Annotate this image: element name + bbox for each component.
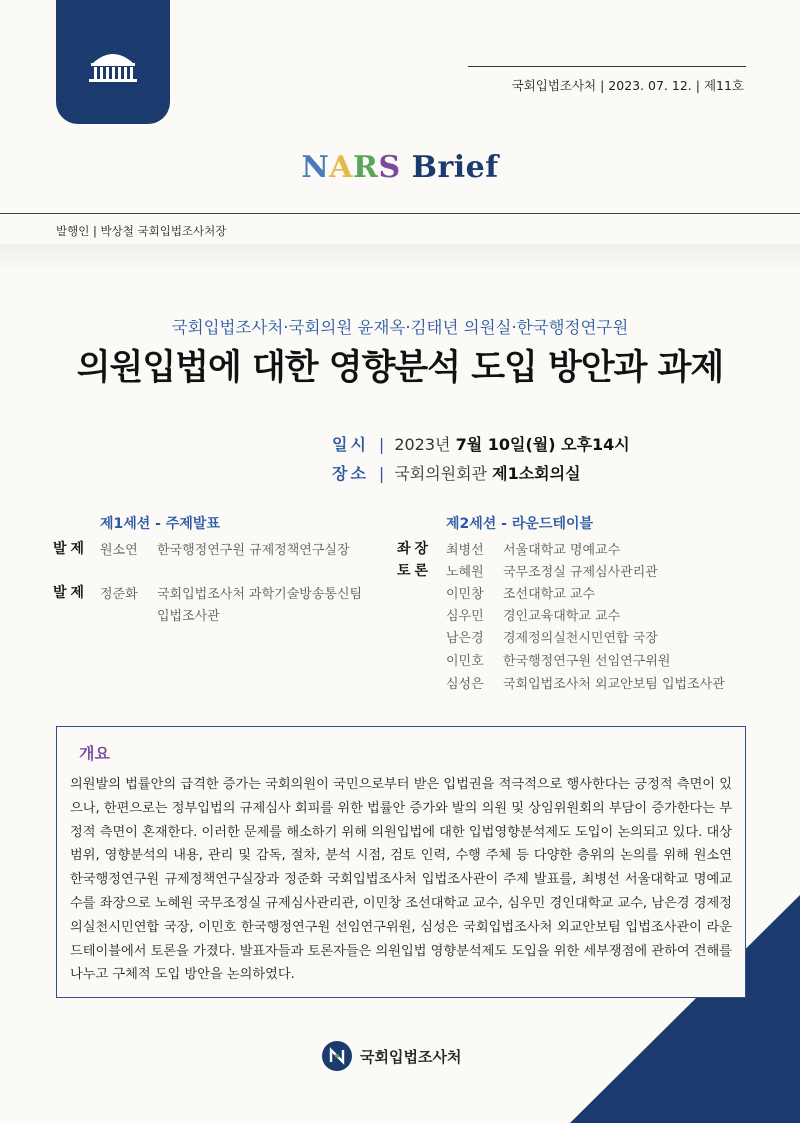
page-title: 의원입법에 대한 영향분석 도입 방안과 과제 [76,348,724,388]
event-place: 장소 | 국회의원회관 제1소회의실 [332,464,581,483]
panel-row: 이민창 조선대학교 교수 [446,587,596,602]
issue-info: 국회입법조사처 | 2023. 07. 12. | 제11호 [511,78,744,93]
publisher: 발행인 | 박상철 국회입법조사처장 [56,224,227,238]
presenter-role: 발제 [53,585,89,601]
presenter-row: 원소연 한국행정연구원 규제정책연구실장 [100,543,350,558]
session2-heading: 제2세션 - 라운드테이블 [446,516,594,532]
event-hosts: 국회입법조사처·국회의원 윤재옥·김태년 의원실·한국행정연구원 [171,318,629,337]
national-assembly-icon [83,47,143,87]
panel-row: 남은경 경제정의실천시민연합 국장 [446,631,658,646]
assembly-logo-tab [56,0,170,124]
nars-brief-logo: NARS Brief [301,150,499,185]
publisher-band [0,244,800,270]
chair-role: 좌장 [397,541,433,557]
panel-row: 심성은 국회입법조사처 외교안보팀 입법조사관 [446,677,725,692]
event-date: 일시 | 2023년 7월 10일(월) 오후14시 [332,435,630,454]
presenter-role: 발제 [53,541,89,557]
presenter-row: 정준화 국회입법조사처 과학기술방송통신팀 [100,587,363,602]
panel-row: 심우민 경인교육대학교 교수 [446,609,621,624]
panel-row: 이민호 한국행정연구원 선임연구위원 [446,654,671,669]
panel-row: 최병선 서울대학교 명예교수 [446,543,621,558]
summary-box [56,726,746,998]
header-rule [468,66,746,67]
footer-org [322,1041,461,1071]
session1-heading: 제1세션 - 주제발표 [100,516,220,532]
nars-emblem-icon [322,1041,352,1071]
presenter-affil-cont: 입법조사관 [157,609,220,624]
divider [0,213,800,214]
summary-heading: 개요 [79,744,110,763]
summary-body: 의원발의 법률안의 급격한 증가는 국회의원이 국민으로부터 받은 입법권을 적극적으로 행사한다는 긍정적 측면이 있으나, 한편으로는 정부입법의 규제심사 회피를 위한 법률안 증가와 발의 의원 및 상임위원회의 부담이 증가한다는 부정적 측면이 혼재한다. 이러한 문제를 해소하기 위해 의원입법에 대한 입법영향분석제도 도입이 논의되고 있다. 대상범위, 영향분석의 내용, 관리 및 감독, 절차, 분석 시점, 검토 인력, 수행 주체 등 다양한 층위의 논의를 위해 원소연 한국행정연구원 규제정책연구실장과 정준화 국회입법조사처 입법조사관이 주제 발표를, 최병선 서울대학교 명예교수를 좌장으로 노혜원 국무조정실 규제심사관리관, 이민창 조선대학교 교수, 심우민 경인대학교 교수, 남은경 경제정의실천시민연합 국장, 이민호 한국행정연구원 선임연구위원, 심성은 국회입법조사처 외교안보팀 입법조사관이 라운드테이블에서 토론을 가졌다. 발표자들과 토론자들은 의원입법 영향분석제도 도입을 위한 세부쟁점에 관하여 견해를 나누고 구체적 도입 방안을 논의하였다. [70,777,732,983]
panel-role: 토론 [397,563,433,579]
panel-row: 노혜원 국무조정실 규제심사관리관 [446,565,658,580]
footer-org-name: 국회입법조사처 [360,1047,462,1066]
